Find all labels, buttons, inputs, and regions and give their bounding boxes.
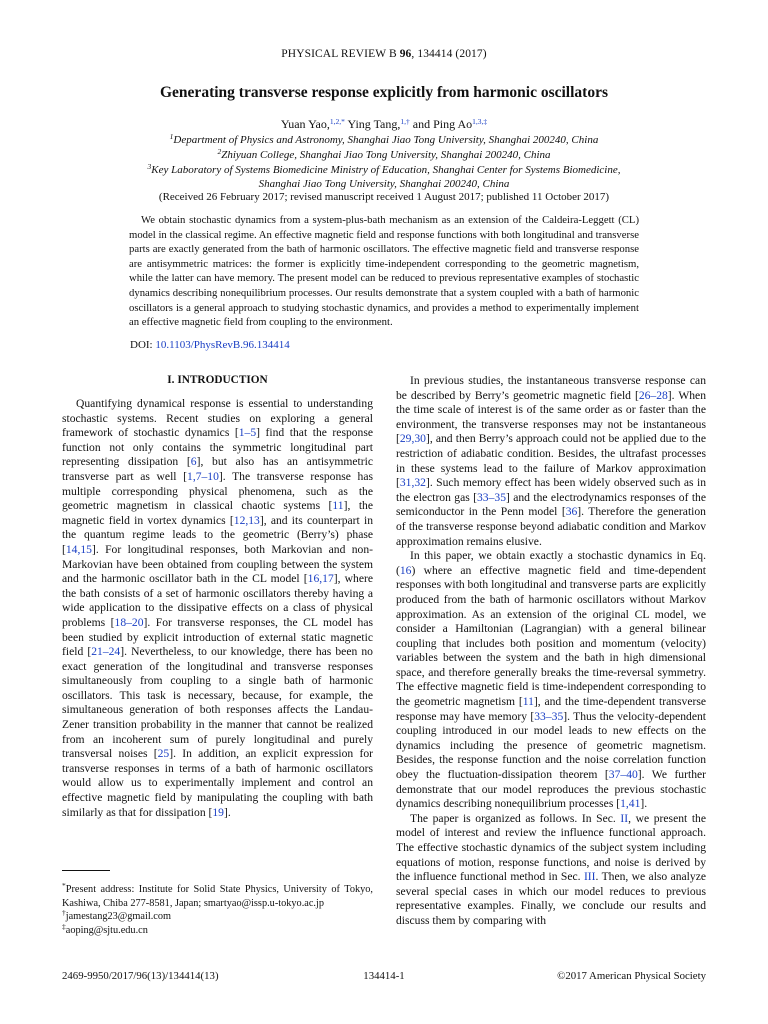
paragraph-text: ]. In addition, an explicit expression for transverse responses in terms of a bath of harmonic oscillators would allow us to experimentally implement and control an effective magnetic field by manipulating the coupling with bath similarly as that for dissipation [ — [62, 747, 373, 819]
right-column — [396, 374, 706, 929]
citation-link[interactable]: 16,17 — [307, 572, 334, 586]
paragraph-text: In this paper, we obtain exactly a stochastic dynamics in Eq. ( — [396, 549, 706, 577]
author-name: and Ping Ao — [409, 117, 473, 131]
paragraph-text: . Then, we also analyze several special cases in which our model reduces to previous representative examples. Finally, we conclude our results and discuss them by comparing with — [396, 870, 706, 927]
left-column — [62, 397, 373, 820]
journal-volume: 96 — [399, 48, 412, 60]
doi-label: DOI: — [130, 339, 156, 351]
paragraph-text: ]. When the time scale of interest is of the same order as or faster than the environment, the transverse responses may not be instantaneous [ — [396, 388, 706, 446]
affiliation-2: $^2$Zhiyuan College, Shanghai Jiao Tong University, Shanghai 200240, China — [217, 147, 551, 161]
citation-link[interactable]: 11 — [332, 499, 344, 513]
footnote — [62, 883, 373, 910]
paragraph-text: ]. For transverse responses, the CL model has been studied by explicit introduction of external static magnetic field [ — [62, 615, 373, 659]
paper-title: Generating transverse response explicitly from harmonic oscillators — [160, 84, 608, 101]
footnote-text: jamestang23@gmail.com — [65, 911, 172, 923]
footnote — [62, 910, 373, 924]
citation-link[interactable]: 33–35 — [477, 490, 506, 504]
paragraph-text: ]. The transverse response has multiple corresponding physical phenomena, such as the geometric magnetism in classical chaotic systems [ — [62, 469, 373, 513]
paragraph-text: ], and its counterpart in the quantum regime leads to the geometric (Berry’s) phase [ — [62, 513, 373, 556]
citation-link[interactable]: 11 — [522, 695, 534, 709]
citation-link[interactable]: 1,41 — [620, 797, 641, 811]
journal-prefix: PHYSICAL REVIEW B — [281, 48, 400, 60]
body-paragraph — [396, 549, 706, 812]
paragraph-text: ]. Nevertheless, to our knowledge, there has been no exact generation of the longitudinal and transverse responses simultaneously from coupling to a single bath of harmonic oscillators. This task is necessary, because, for example, the simultaneous generation of both responses affects the Landau-Zener transition probability in the manner that cannot be realized from an incoherent sum of purely longitudinal and purely transversal noises [ — [62, 645, 373, 761]
footnote-rule — [62, 870, 110, 871]
paragraph-text: ]. For longitudinal responses, both Markovian and non-Markovian have been obtained from coupling between the system and the harmonic oscillator bath in the CL model [ — [62, 542, 373, 586]
footer-left: 2469-9950/2017/96(13)/134414(13) — [62, 970, 219, 982]
body-paragraph — [396, 374, 706, 549]
paragraph-text: ]. Such memory effect has been widely observed such as in the electron gas [ — [396, 476, 706, 504]
paragraph-text: ]. We further demonstrate that our model reproduces the previous stochastic dynamics describing nonequilibrium processes [ — [396, 768, 706, 811]
paragraph-text: , we present the model of interest and review the influence functional approach. The effective stochastic dynamics of the subject system including equations of motion, response functions, and noise is derived by the influence functional method in Sec. — [396, 811, 706, 884]
author-affiliation-link[interactable]: 1,3,‡ — [472, 117, 488, 126]
journal-page-year: , 134414 (2017) — [411, 48, 487, 60]
citation-link[interactable]: 18–20 — [114, 615, 144, 629]
paragraph-text: ) where an effective magnetic field and time-dependent responses with both longitudinal and transverse parts are explicitly produced from the bath of harmonic oscillators without Markov approximation. As an extension of the original CL model, we consider a Hamiltonian (Lagrangian) with a general bilinear coupling that includes both position and momentum (velocity) variables between the system and the bath in high dimensional space, and therefore generally breaks the time-reversal symmetry. The effective magnetic field is time-independent corresponding to the geometric magnetism [ — [396, 563, 706, 709]
doi-line — [130, 339, 290, 351]
footnote — [62, 921, 373, 938]
citation-link[interactable]: 26–28 — [638, 388, 668, 402]
journal-header — [0, 48, 768, 60]
paragraph-text: ], where the bath consists of a set of harmonic oscillators thereby having a wide application to the dissipative effects on a class of physical problems [ — [62, 572, 374, 629]
footer-copyright: ©2017 American Physical Society — [557, 970, 706, 982]
affiliation-3: $^3$Key Laboratory of Systems Biomedicine Ministry of Education, Shanghai Center for Systems Biomedicine, — [147, 162, 621, 176]
paragraph-text: In previous studies, the instantaneous transverse response can be described by Berry’s geometric magnetic field [ — [396, 374, 706, 402]
citation-link[interactable]: 33–35 — [534, 709, 564, 723]
footnote-mark: * — [62, 881, 66, 890]
citation-link[interactable]: 36 — [565, 505, 578, 519]
doi-link[interactable]: 10.1103/PhysRevB.96.134414 — [155, 339, 290, 351]
citation-link[interactable]: III — [583, 870, 596, 884]
section-heading: I. INTRODUCTION — [167, 374, 268, 386]
citation-link[interactable]: 14,15 — [65, 542, 92, 556]
author-list — [0, 117, 768, 132]
paragraph-text: The paper is organized as follows. In Sec. — [410, 811, 621, 825]
citation-link[interactable]: 6 — [190, 455, 197, 469]
publication-dates: (Received 26 February 2017; revised manuscript received 1 August 2017; published 11 October 2017) — [158, 191, 610, 203]
abstract: We obtain stochastic dynamics from a system-plus-bath mechanism as an extension of the Caldeira-Leggett (CL) model in the classical regime. An effective magnetic field and response functions with both longitudinal and transverse parts are exactly generated from the bath of harmonic oscillators. The effective magnetic field and transverse response are antisymmetric matrices: the former is explicitly time-independent corresponding to the geometric magnetism, while the latter can have memory. The present model can be reduced to previous representative examples of stochastic dynamics describing nonequilibrium processes. Our results demonstrate that a system coupled with a bath of harmonic oscillators is a general approach to studying stochastic dynamics, and provides a method to experimentally implement an effective magnetic field from coupling to the environment. — [129, 214, 639, 329]
paragraph-text: ]. Thus the velocity-dependent coupling introduced in our model leads to new effects on the dynamics including the presence of geometric magnetism. Besides, the response function and the noise correlation function obey the fluctuation-dissipation theorem [ — [396, 709, 706, 782]
citation-link[interactable]: 37–40 — [608, 768, 638, 782]
paragraph-text: ] and the electrodynamics responses of the semiconductor in the Penn model [ — [396, 490, 706, 519]
body-paragraph — [396, 812, 706, 929]
citation-link[interactable]: 1,7–10 — [187, 469, 219, 483]
paragraph-text: ], and the time-dependent transverse response may have memory [ — [396, 695, 706, 723]
author-name: Ying Tang, — [344, 117, 401, 131]
footnotes — [62, 883, 373, 937]
author-affiliation-link[interactable]: 1,2,* — [329, 117, 345, 126]
citation-link[interactable]: 19 — [212, 805, 224, 819]
footnote-text: aoping@sjtu.edu.cn — [65, 924, 148, 936]
citation-link[interactable]: 16 — [399, 563, 412, 577]
footer-page-number: 134414-1 — [363, 970, 405, 982]
citation-link[interactable]: 1–5 — [238, 426, 257, 440]
footnote-mark: ‡ — [62, 921, 66, 931]
citation-link[interactable]: 21–24 — [91, 645, 121, 659]
paragraph-text: ]. — [223, 805, 231, 819]
citation-link[interactable]: 29,30 — [399, 432, 426, 446]
paragraph-text: ], the magnetic field in vortex dynamics [ — [62, 499, 373, 527]
paragraph-text: ], but also has an antisymmetric transverse part as well [ — [62, 455, 373, 483]
paragraph-text: ]. — [640, 797, 648, 811]
footnote-text: Present address: Institute for Solid State Physics, University of Tokyo, Kashiwa, Chiba 277-8581, Japan; smartyao@issp.u-tokyo.ac.jp — [62, 884, 373, 909]
paragraph-text: ]. Therefore the generation of the transverse response beyond adiabatic condition and Markov approximation remains elusive. — [396, 505, 706, 548]
citation-link[interactable]: 25 — [157, 747, 170, 761]
author-affiliation-link[interactable]: 1,† — [400, 117, 410, 126]
author-name: Yuan Yao, — [280, 117, 330, 131]
body-paragraph — [62, 397, 373, 820]
affiliation-3-cont: Shanghai Jiao Tong University, Shanghai 200240, China — [258, 178, 510, 190]
footnote-mark: † — [62, 908, 66, 918]
paragraph-text: ] find that the response function not only contains the symmetric longitudinal part representing dissipation [ — [62, 426, 374, 469]
paragraph-text: ], and then Berry’s approach could not be applied due to the restriction of adiabatic condition. Besides, the ultrafast processes in these systems lead to the failure of Markov approximation [ — [396, 432, 706, 490]
citation-link[interactable]: 12,13 — [233, 513, 260, 527]
paragraph-text: Quantifying dynamical response is essential to understanding stochastic systems. Recent studies on exploring a general framework of stochastic dynamics [ — [62, 397, 373, 440]
citation-link[interactable]: 31,32 — [399, 476, 426, 490]
citation-link[interactable]: II — [620, 811, 629, 825]
affiliation-1: $^1$Department of Physics and Astronomy, Shanghai Jiao Tong University, Shanghai 200240, China — [169, 132, 599, 146]
